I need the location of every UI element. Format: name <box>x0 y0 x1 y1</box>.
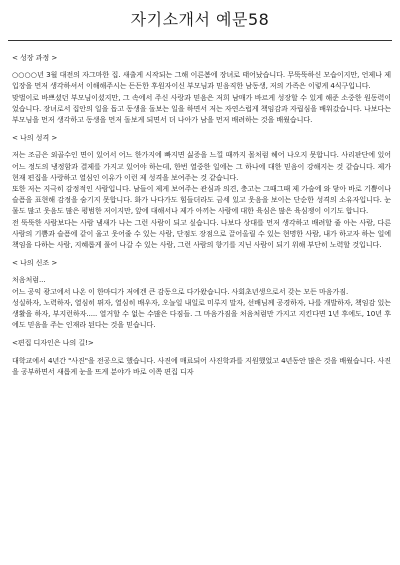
section-heading: < 성장 과정 > <box>12 53 58 62</box>
section-creed <box>12 257 391 330</box>
section-heading: <편집 디자인은 나의 길!> <box>12 338 94 348</box>
paragraph: 또한 저는 지극히 감정적인 사람입니다. 남들이 제게 보여주는 관심과 의견, 충고는 그때그때 제 가슴에 와 닿아 바로 기쁨이나 슬픔을 표현해 감정을 숨기지 못합니다. 화가 나다가도 힘들더라도 금세 있고 웃음을 보이는 단순한 성격의 소유자입니다. 눈물도 많고 웃음도 많은 평범한 저이지만, 앞에 대해서나 제가 아끼는 사람에 대한 육심은 많은 육심쟁이 이기도 합니다. <box>12 184 391 216</box>
paragraph: 어느 공익 광고에서 나온 이 한마디가 저에겐 큰 감동으로 다가왔습니다. 사회초년생으로서 갖는 모든 마음가짐. <box>12 286 349 296</box>
paragraph: ○○○○년 3월 대전의 자그마한 집. 새출게 시작되는 그해 이른봄에 장녀로 태어났습니다. 무뚝뚝하신 모습이지만, 언제나 제 입장을 먼저 생각하셔서 이해해주시는 든든한 후원자이신 부모님과 믿음직한 남동생, 저의 가족은 이렇게 4식구입니다. <box>12 70 391 91</box>
page-title: 자기소개서 예문58 <box>130 10 270 29</box>
section-design-path <box>12 337 391 377</box>
section-personality <box>12 132 391 250</box>
paragraph: 대학교에서 4년간 "사진"을 전공으로 했습니다. 사진에 매료되어 사진학과를 지원했었고 4년동안 많은 것을 배웠습니다. 사진을 공부하면서 새롭게 눈을 뜨게 분야가 바로 이쪽 편집 디자 <box>12 355 391 376</box>
section-growth <box>12 52 391 125</box>
section-heading: < 나의 성격 > <box>12 133 58 143</box>
document-body <box>0 41 400 377</box>
paragraph: 저는 조금은 외골수인 면이 있어서 어느 한가지에 빠지면 싫증을 느낄 때까지 몰처럼 헤어 나오지 못합니다. 사리판단에 있어 어느 정도의 냉정함과 결제를 가지고 있어야 하는데, 한번 열중한 일에는 그 하나에 대한 믿음이 강해지는 것 같습니다. 제가 현재 편집을 사랑하고 열심인 이유가 이런 제 성격을 보여주는 것 같습니다. <box>12 150 391 182</box>
paragraph: 성실하자, 노력하자, 열심히 뛰자, 열심히 배우자, 오늘일 내일로 미루지 말자, 선배님께 공경하자, 나를 개발하자, 책임감 있는 생활을 하자, 부지런하자..... 열거할 수 없는 수많은 다짐들. 그 마음가짐을 처음처럼만 가지고 지킨다면 1년 후에도, 10년 후에도 믿음을 주는 인재라 된다는 것을 믿습니다. <box>12 297 391 330</box>
section-heading: < 나의 신조 > <box>12 258 58 268</box>
paragraph: 처음처럼... <box>12 275 46 285</box>
paragraph: 전 뚝뚝한 사람보다는 사람 냄새가 나는 그런 사람이 되고 싶습니다. 나보다 상대를 먼저 생각하고 배려할 줄 아는 사람, 다른 사람의 기쁨과 슬픔에 같이 울고 웃어줄 수 있는 사람, 단점도 장점으로 끌어올릴 수 있는 현명한 사람, 내가 하고자 하는 일에 책임을 다하는 사람, 지혜롭게 풀어 나갈 수 있는 사람, 그런 사람의 향기를 지닌 사람이 되기 위해 부단히 노력할 것입니다. <box>12 217 391 250</box>
paragraph: 맞벌이로 바쁘셨던 부모님이셨지만, 그 속에서 주신 사랑과 믿음은 저희 남매가 바르게 성장할 수 있게 해준 소중한 원동력이었습니다. 장녀로서 집안의 일을 돕고 동생을 돌보는 일을 하면서 저는 자연스럽게 책임감과 자립심을 배워갔습니다. 나보다는 부모님을 먼저 생각하고 동생을 먼저 돌보게 되면서 더 나아가 남을 먼저 배려하는 것을 배웠습니다. <box>12 92 391 125</box>
